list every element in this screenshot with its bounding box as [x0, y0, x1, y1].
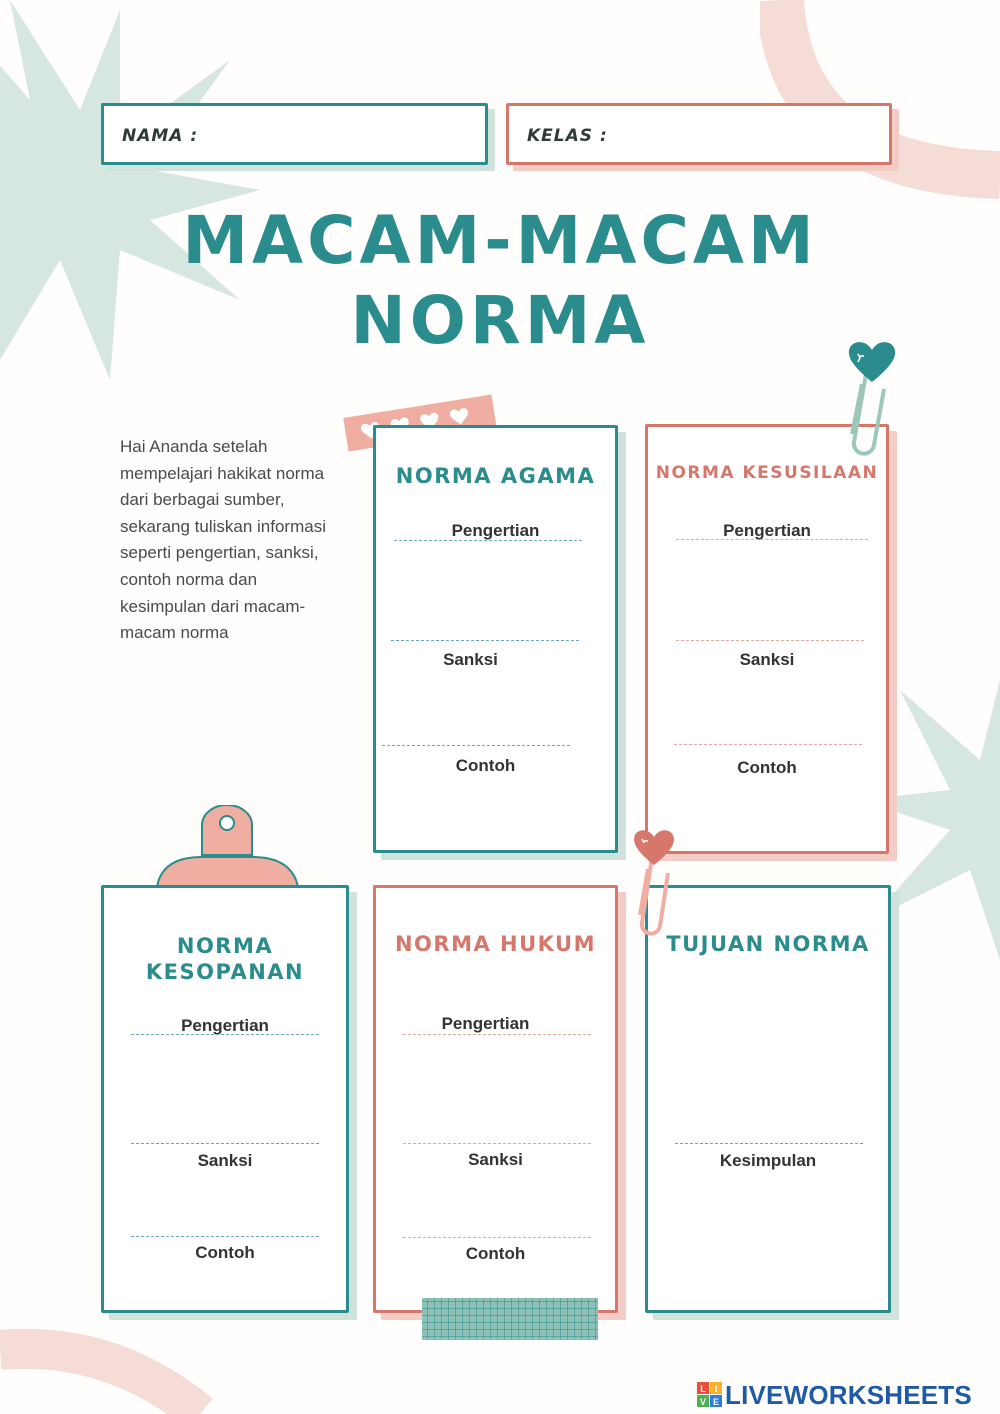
nama-label: NAMA :	[122, 126, 199, 146]
card-title-line2: KESOPANAN	[145, 960, 305, 984]
pengertian-label: Pengertian	[441, 1014, 530, 1033]
card-norma-kesopanan	[101, 885, 349, 1313]
card-norma-agama	[373, 425, 618, 853]
card-title-line1: NORMA	[176, 934, 274, 958]
pengertian-label: Pengertian	[451, 521, 540, 540]
contoh-label: Contoh	[455, 756, 516, 775]
svg-text:I: I	[714, 1384, 718, 1394]
kesimpulan-label: Kesimpulan	[719, 1151, 817, 1170]
sanksi-line[interactable]	[403, 1143, 591, 1144]
page-title-line2: NORMA	[350, 282, 650, 359]
pengertian-line[interactable]	[131, 1034, 319, 1035]
logo-text: LIVEWORKSHEETS	[725, 1379, 972, 1410]
card-norma-hukum	[373, 885, 618, 1313]
pengertian-line[interactable]	[403, 1034, 591, 1035]
card-title: NORMA KESUSILAAN	[655, 463, 879, 483]
svg-text:E: E	[712, 1397, 720, 1407]
sanksi-line[interactable]	[131, 1143, 319, 1144]
svg-text:L: L	[700, 1384, 706, 1394]
card-title: TUJUAN NORMA	[666, 932, 870, 956]
intro-text: Hai Ananda setelah mempelajari hakikat norma dari berbagai sumber, sekarang tuliskan informasi seperti pengertian, sanksi, contoh norma dan kesimpulan dari macam-macam norma	[120, 437, 326, 643]
card-norma-kesusilaan	[645, 424, 889, 854]
kelas-label: KELAS :	[527, 126, 608, 146]
pengertian-label: Pengertian	[181, 1016, 269, 1035]
washi-tape-grid	[420, 1294, 600, 1344]
sanksi-label: Sanksi	[197, 1151, 253, 1170]
card-tujuan-norma	[645, 885, 891, 1313]
liveworksheets-logo[interactable]	[697, 1378, 972, 1412]
arc-bottom-left-decoration	[0, 1320, 220, 1414]
contoh-label: Contoh	[195, 1243, 255, 1262]
sanksi-line[interactable]	[676, 640, 864, 641]
svg-text:V: V	[699, 1397, 707, 1407]
contoh-label: Contoh	[465, 1244, 526, 1263]
sanksi-line[interactable]	[391, 640, 579, 641]
page-title-line1: MACAM-MACAM	[182, 202, 818, 279]
sanksi-label: Sanksi	[739, 650, 795, 669]
card-title: NORMA HUKUM	[394, 932, 597, 956]
sanksi-label: Sanksi	[468, 1150, 523, 1169]
pengertian-line[interactable]	[676, 539, 868, 540]
contoh-line[interactable]	[403, 1237, 591, 1238]
heart-paperclip-icon	[838, 334, 908, 464]
kelas-field[interactable]	[506, 103, 892, 165]
kesimpulan-line[interactable]	[675, 1143, 863, 1144]
contoh-line[interactable]	[131, 1236, 319, 1237]
pengertian-line[interactable]	[394, 540, 582, 541]
heart-paperclip-small-icon	[628, 823, 688, 943]
sanksi-label: Sanksi	[443, 650, 498, 669]
contoh-line[interactable]	[382, 745, 570, 746]
contoh-line[interactable]	[674, 744, 862, 745]
nama-field[interactable]	[101, 103, 488, 165]
liveworksheets-logo-icon	[697, 1382, 723, 1408]
pengertian-label: Pengertian	[723, 521, 811, 540]
clipboard-clip-icon	[152, 805, 302, 895]
contoh-label: Contoh	[737, 758, 797, 777]
card-title: NORMA AGAMA	[395, 464, 596, 488]
